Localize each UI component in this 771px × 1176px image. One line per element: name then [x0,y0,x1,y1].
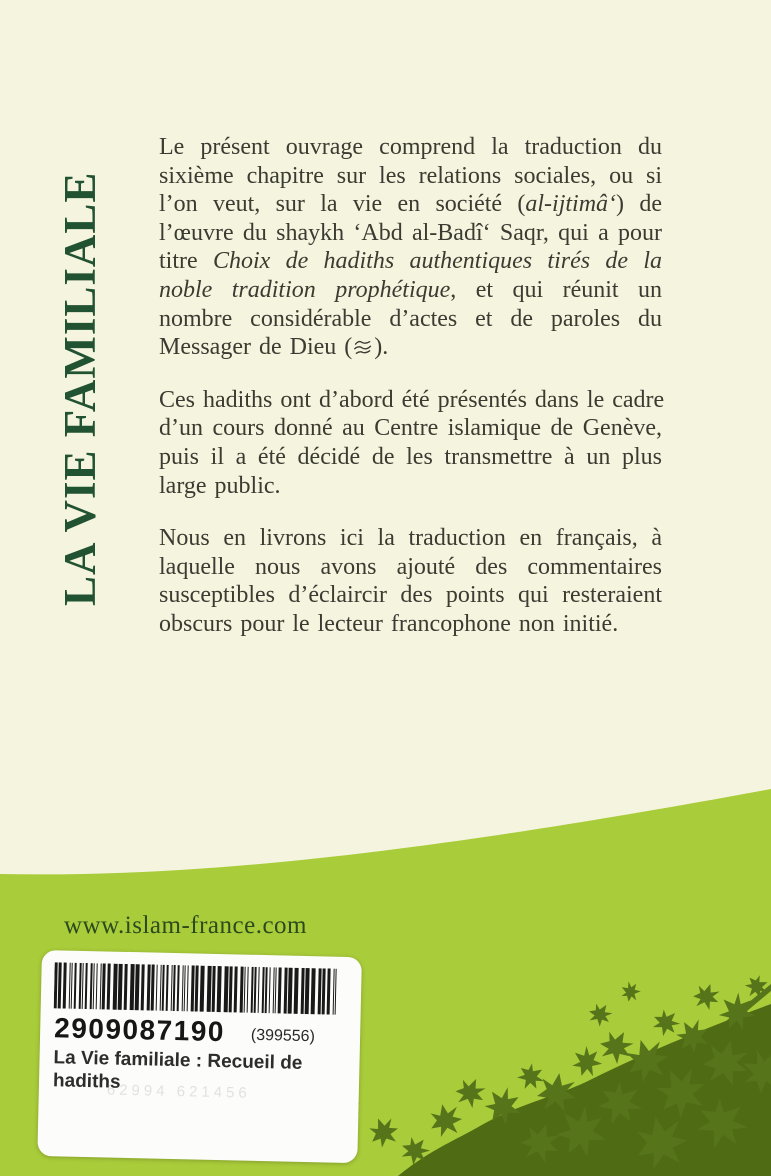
ghost-print-text: 62994 621456 [106,1081,251,1102]
text-line: Le présent ouvrage comprend la traduction du [159,134,662,160]
barcode-sticker [37,950,362,1163]
text-line: laquelle nous avons ajouté des commentaires [159,553,662,580]
barcode [54,962,347,1017]
text-line: susceptibles d’éclaircir des points qui resteraient [159,582,662,609]
text-line: l’on veut, sur la vie en société (al-ijtimâ‘) de [159,191,662,218]
text-line: Nous en livrons ici la traduction en français, à [159,525,662,552]
text-line: Ces hadiths ont d’abord été présentés dans le cadre [159,386,665,413]
text-line: obscurs pour le lecteur francophone non initié. [159,610,619,637]
text-line: l’œuvre du shaykh ‘Abd al-Badî‘ Saqr, qui a pour [159,219,662,246]
text-line: titre Choix de hadiths authentiques tirés de la [159,248,663,275]
publisher-website-text: www.islam-france.com [64,912,308,939]
sticker-product-title: La Vie familiale : Recueil de hadiths [52,1047,303,1093]
text-line: sixième chapitre sur les relations sociales, ou si [159,162,662,189]
text-line: noble tradition prophétique, et qui réunit un [159,276,663,303]
secondary-code: (399556) [250,1026,316,1046]
text-line: large public. [159,472,281,499]
sticker-code-row [54,1012,347,1051]
spine-title: LA VIE FAMILIALE [55,171,105,607]
barcode-number: 2909087190 [53,1012,226,1048]
text-line: Messager de Dieu ( ). [159,333,662,362]
text-line: d’un cours donné au Centre islamique de Genève, [159,415,662,442]
text-line: nombre considérable d’actes et de paroles du [159,305,662,332]
text-line: puis il a été décidé de les transmettre à un plus [159,443,662,470]
